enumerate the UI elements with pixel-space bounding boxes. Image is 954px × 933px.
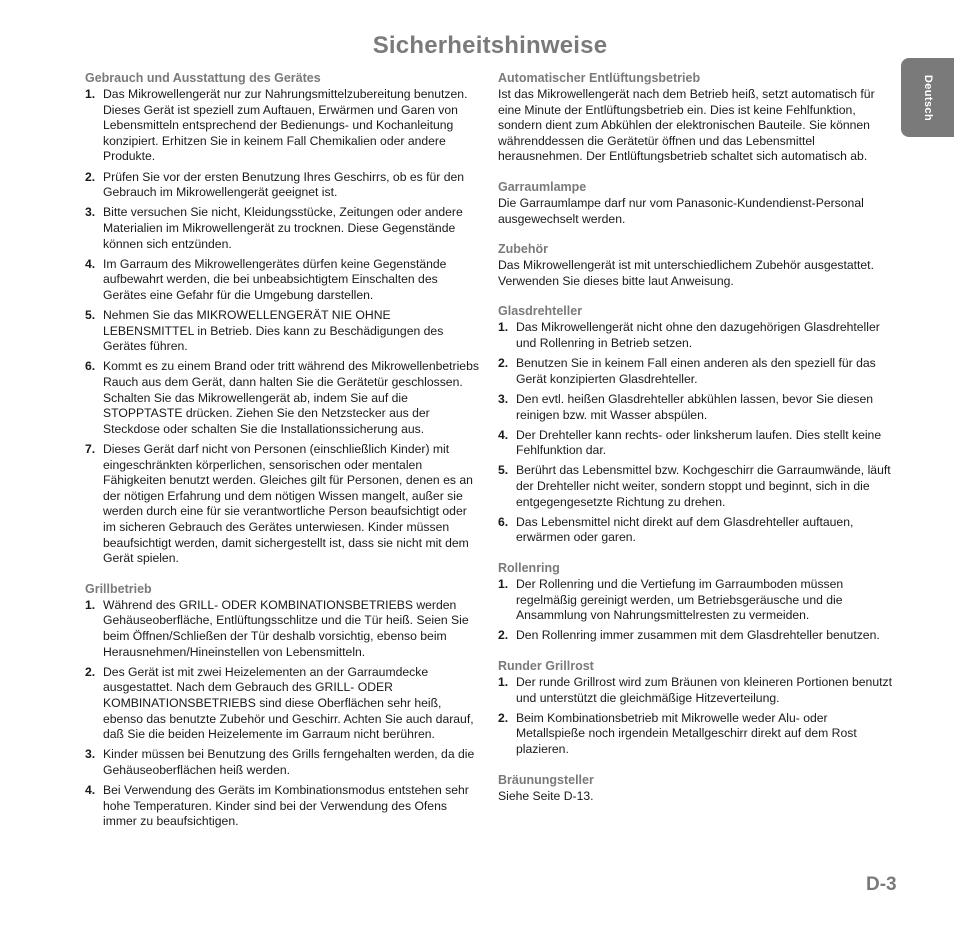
section-heading: Automatischer Entlüftungsbetrieb: [498, 71, 701, 85]
page-number: D-3: [866, 874, 897, 895]
numbered-list: [498, 577, 893, 644]
list-item-number: 6.: [498, 514, 509, 529]
section: [498, 70, 893, 165]
list-item: [85, 442, 480, 567]
list-item-text: Kommt es zu einem Brand oder tritt während des Mikrowellenbetriebs Rauch aus dem Gerät, dann halten Sie die Gerätetür geschlossen. Schalten Sie das Mikrowellengerät ab, indem Sie auf die STOPPTASTE drücken. Ziehen Sie den Netzstecker aus der Steckdose oder schalten Sie die Installationssicherung aus.: [103, 359, 479, 436]
list-item: [498, 463, 893, 510]
list-item-text: Das Mikrowellengerät nicht ohne den dazugehörigen Glasdrehteller und Rollenring in Betrieb setzen.: [516, 320, 880, 350]
section: [498, 772, 893, 805]
numbered-list: [85, 598, 480, 830]
list-item: [498, 577, 893, 624]
section-heading: Rollenring: [498, 561, 560, 576]
section-heading: Bräunungsteller: [498, 772, 594, 787]
list-item-number: 5.: [85, 308, 96, 323]
list-item-number: 4.: [85, 783, 96, 798]
section: [85, 70, 480, 567]
list-item-number: 1.: [85, 597, 96, 612]
list-item-text: Beim Kombinationsbetrieb mit Mikrowelle weder Alu- oder Metallspieße noch irgendein Metallgeschirr direkt auf dem Rost plazieren.: [516, 710, 857, 756]
section: [498, 303, 893, 546]
section-text: Ist das Mikrowellengerät nach dem Betrieb heiß, setzt automatisch für eine Minute der Entlüftungsbetrieb ein. Dies ist keine Fehlfunktion, sondern dient zum Abkühlen der elektronischen Bauteile. Sie können währenddessen die Gerätetür öffnen und das Lebensmittel herausnehmen. Der Entlüftungsbetrieb schaltet sich automatisch ab.: [498, 87, 875, 164]
list-item-number: 2.: [498, 356, 509, 371]
list-item-text: Nehmen Sie das MIKROWELLENGERÄT NIE OHNE LEBENSMITTEL in Betrieb. Dies kann zu Beschädigungen des Gerätes führen.: [103, 308, 444, 354]
list-item-text: Das Lebensmittel nicht direkt auf dem Glasdrehteller auftauen, erwärmen oder garen.: [516, 514, 854, 545]
list-item: [85, 170, 480, 201]
numbered-list: [85, 87, 480, 567]
section-heading: Runder Grillrost: [498, 659, 594, 673]
list-item-text: Den evtl. heißen Glasdrehteller abkühlen lassen, bevor Sie diesen reinigen bzw. mit Wasser abspülen.: [516, 391, 874, 422]
list-item-number: 1.: [85, 87, 96, 101]
list-item: [498, 711, 893, 758]
list-item-text: Der Rollenring und die Vertiefung im Garraumboden müssen regelmäßig gereinigt werden, um Betriebsgeräusche und die Ansammlung von Nahrungsmittelresten zu vermeiden.: [516, 577, 844, 623]
section: [498, 560, 893, 644]
list-item-number: 1.: [498, 675, 509, 689]
list-item-text: Prüfen Sie vor der ersten Benutzung Ihres Geschirrs, ob es für den Gebrauch im Mikrowellengerät geeignet ist.: [103, 169, 465, 200]
language-tab-label: Deutsch: [921, 74, 934, 121]
section: [498, 658, 893, 758]
section-heading: Zubehör: [498, 242, 548, 257]
list-item-text: Das Mikrowellengerät nur zur Nahrungsmittelzubereitung benutzen. Dieses Gerät ist speziell zum Auftauen, Erwärmen und Garen von Lebensmitteln entsprechend der Bedienungs- und Kochanleitung konzipiert. Erhitzen Sie in keinem Fall Chemikalien oder andere Produkte.: [103, 87, 468, 164]
list-item-number: 6.: [85, 359, 96, 374]
list-item: [85, 665, 480, 743]
section-heading: Grillbetrieb: [85, 581, 152, 596]
list-item-text: Der Drehteller kann rechts- oder linksherum laufen. Dies stellt keine Fehlfunktion dar.: [516, 427, 882, 458]
list-item-text: Dieses Gerät darf nicht von Personen (einschließlich Kinder) mit eingeschränkten körperlichen, sensorischen oder mentalen Fähigkeiten benutzt werden. Gleiches gilt für Personen, denen es an der nötigen Erfahrung und dem nötigen Wissen mangelt, außer sie werden durch eine für sie verantwortliche Person beaufsichtigt oder im sicheren Gebrauch des Gerätes unterwiesen. Kinder müssen beaufsichtigt werden, damit sichergestellt ist, dass sie nicht mit dem Gerät spielen.: [103, 442, 473, 566]
list-item-number: 2.: [498, 710, 509, 725]
list-item: [85, 205, 480, 252]
list-item-text: Der runde Grillrost wird zum Bräunen von kleineren Portionen benutzt und unterstützt die gleichmäßige Hitzeverteilung.: [516, 675, 892, 705]
list-item-text: Berührt das Lebensmittel bzw. Kochgeschirr die Garraumwände, läuft der Drehteller nicht weiter, sondern stoppt und beginnt, sich in die entgegengesetzte Richtung zu drehen.: [516, 463, 891, 509]
section-text: Die Garraumlampe darf nur vom Panasonic-Kundendienst-Personal ausgewechselt werden.: [498, 195, 864, 226]
list-item-text: Während des GRILL- ODER KOMBINATIONSBETRIEBS werden Gehäuseoberfläche, Entlüftungsschlitze und die Tür heiß. Seien Sie beim Öffnen/Schließen der Tür deshalb vorsichtig, ebenso beim Herausnehmen/Hineinstellen von Lebensmitteln.: [103, 597, 469, 659]
left-column: [85, 70, 480, 844]
list-item-text: Bei Verwendung des Geräts im Kombinationsmodus entstehen sehr hohe Temperaturen. Kinder sind bei der Verwendung des Ofens immer zu beaufsichtigen.: [103, 783, 469, 829]
numbered-list: [498, 675, 893, 758]
list-item-number: 1.: [498, 577, 509, 592]
list-item: [85, 747, 480, 778]
page-title: Sicherheitshinweise: [372, 32, 608, 59]
list-item-text: Bitte versuchen Sie nicht, Kleidungsstücke, Zeitungen oder andere Materialien im Mikrowellengerät zu trocknen. Diese Gegenstände können sich entzünden.: [103, 205, 463, 251]
section-heading: Gebrauch und Ausstattung des Gerätes: [85, 71, 321, 85]
list-item-text: Kinder müssen bei Benutzung des Grills ferngehalten werden, da die Gehäuseoberflächen heiß werden.: [103, 747, 475, 777]
list-item-text: Benutzen Sie in keinem Fall einen anderen als den speziell für das Gerät konzipierten Glasdrehteller.: [516, 356, 876, 386]
list-item-number: 4.: [85, 256, 96, 271]
list-item-number: 4.: [498, 427, 509, 442]
right-column: [498, 70, 893, 818]
list-item: [498, 356, 893, 387]
list-item: [85, 359, 480, 437]
list-item: [498, 320, 893, 351]
section-text: Siehe Seite D-13.: [498, 788, 594, 803]
list-item-number: 7.: [85, 442, 96, 457]
section: [498, 179, 893, 227]
list-item-number: 1.: [498, 320, 509, 335]
list-item-text: Des Gerät ist mit zwei Heizelementen an der Garraumdecke ausgestattet. Nach dem Gebrauch des GRILL- ODER KOMBINATIONSBETRIEBS sind diese Oberflächen sehr heiß, ebenso das benutzte Zubehör und Geschirr. Achten Sie auch darauf, daß Sie die beiden Heizelemente im Garraum nicht berühren.: [103, 664, 474, 742]
list-item-text: Im Garraum des Mikrowellengerätes dürfen keine Gegenstände aufbewahrt werden, die bei unbeabsichtigtem Einschalten des Gerätes eine Gefahr für die Umgebung darstellen.: [103, 256, 447, 302]
section: [498, 241, 893, 289]
section: [85, 581, 480, 830]
list-item-number: 2.: [85, 664, 96, 679]
list-item: [498, 515, 893, 546]
language-tab: [901, 58, 954, 137]
list-item: [498, 428, 893, 459]
list-item: [85, 783, 480, 830]
list-item: [498, 392, 893, 423]
list-item-number: 3.: [498, 391, 509, 406]
list-item: [498, 675, 893, 706]
list-item-text: Den Rollenring immer zusammen mit dem Glasdrehteller benutzen.: [516, 628, 880, 643]
section-heading: Glasdrehteller: [498, 304, 583, 319]
list-item-number: 5.: [498, 463, 509, 478]
list-item-number: 2.: [85, 169, 96, 184]
list-item: [85, 87, 480, 165]
list-item-number: 3.: [85, 747, 96, 762]
list-item: [85, 308, 480, 355]
list-item: [85, 598, 480, 660]
section-text: Das Mikrowellengerät ist mit unterschiedlichem Zubehör ausgestattet. Verwenden Sie dieses bitte laut Anweisung.: [498, 258, 874, 288]
list-item: [85, 257, 480, 304]
list-item: [498, 628, 893, 644]
list-item-number: 2.: [498, 628, 509, 643]
numbered-list: [498, 320, 893, 546]
list-item-number: 3.: [85, 205, 96, 220]
section-heading: Garraumlampe: [498, 179, 587, 194]
